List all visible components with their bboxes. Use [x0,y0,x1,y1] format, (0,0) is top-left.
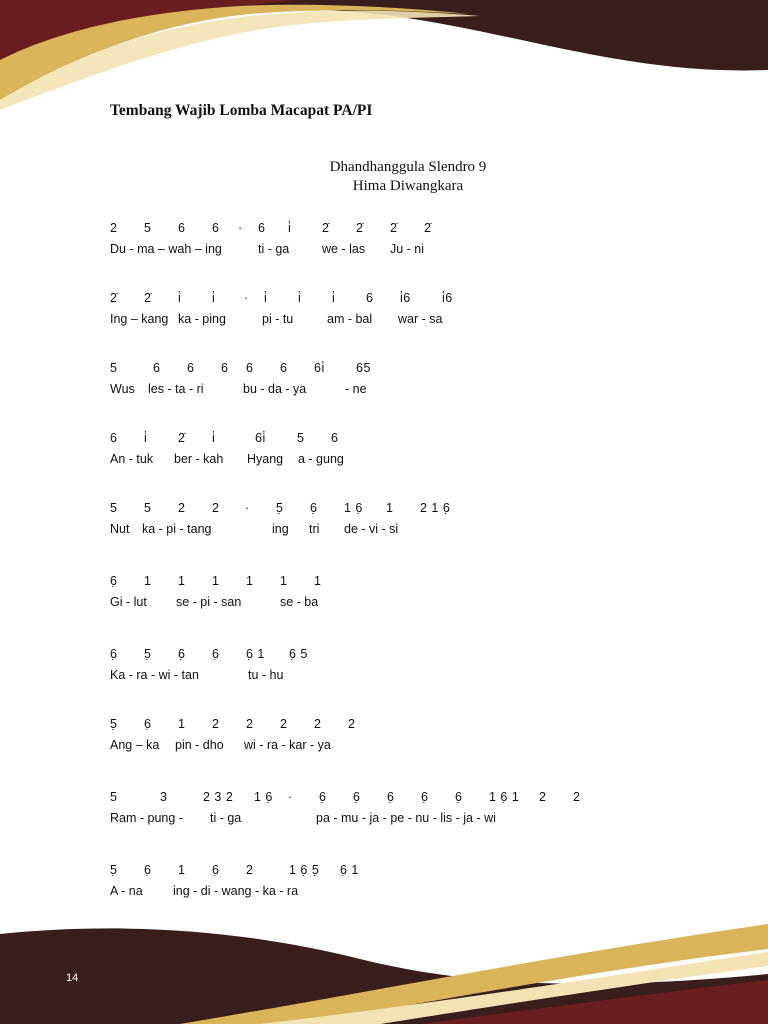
lyric: ti - ga [258,242,290,256]
note: 2 1 6̣ [420,501,451,515]
lyric: pa - mu - ja - pe - nu - lis - ja - wi [316,811,496,825]
page-number: 14 [66,972,79,984]
lyric: ing [272,522,289,536]
lyrics-row [0,311,768,329]
note: 6i̇ [314,361,325,375]
lyric: les - ta - ri [148,382,204,396]
note: i̇ [144,431,148,445]
note: 1 6̣ 1 [489,790,520,804]
lyrics-row [0,667,768,685]
lyric: ka - pi - tang [142,522,212,536]
note: 6 [187,361,195,375]
note: 2 [246,863,254,877]
note: i̇ [298,291,302,305]
note: 5̣ [110,863,118,877]
note: i̇ [332,291,336,305]
note: 2 [212,501,220,515]
note: 5 [110,501,118,515]
lyric: Ing – kang [110,312,169,326]
lyric: Nut [110,522,130,536]
note: 1 [178,574,186,588]
notation-row [0,789,768,807]
note: i̇ [178,291,182,305]
note: · [244,291,249,305]
lyric: ti - ga [210,811,242,825]
note: 2̇ [110,291,118,305]
lyric: A - na [110,884,143,898]
bottom-decorative-banner [0,914,768,1024]
song-subtitle: Hima Diwangkara [352,178,464,194]
note: 2 [110,221,118,235]
lyric: ka - ping [178,312,226,326]
lyric: se - ba [280,595,319,609]
note: i̇ [212,291,216,305]
lyric: wi - ra - kar - ya [244,738,331,752]
note: 6 [246,361,254,375]
note: 65 [356,361,371,375]
note: · [245,501,250,515]
note: 1 [144,574,152,588]
lyrics-row [0,883,768,901]
note: 1 6̣ [254,790,273,804]
note: 2 [212,717,220,731]
note: 6 [366,291,374,305]
lyric: An - tuk [110,452,154,466]
note: 1 6̣ [344,501,363,515]
note: 2 [348,717,356,731]
note: i̇6 [400,291,411,305]
notation-row [0,862,768,880]
note: 5 [110,790,118,804]
lyric: war - sa [398,312,443,326]
stanza-5 [0,500,768,540]
lyric: ber - kah [174,452,224,466]
stanza-1 [0,220,768,260]
note: 2̇ [390,221,398,235]
note: 2 [573,790,581,804]
note: 2 [280,717,288,731]
stanza-7 [0,646,768,686]
note: 2̇ [178,431,186,445]
song-title: Dhandhanggula Slendro 9 [329,159,487,175]
lyrics-row [0,241,768,259]
note: 6̣ [110,574,118,588]
song-heading [228,158,588,196]
note: i̇ [288,221,292,235]
note: 2 [178,501,186,515]
note: 1 [386,501,394,515]
note: 1 [178,863,186,877]
lyrics-row [0,451,768,469]
lyric: Gi - lut [110,595,147,609]
note: 6 [221,361,229,375]
note: 6 [280,361,288,375]
note: i̇6 [442,291,453,305]
note: 6̣ [455,790,463,804]
stanza-2 [0,290,768,330]
stanza-4 [0,430,768,470]
note: 1 [314,574,322,588]
note: 2 [246,717,254,731]
lyric: a - gung [298,452,344,466]
note: 5̣ [276,501,284,515]
note: 1 [246,574,254,588]
note: 5 [144,501,152,515]
lyric: am - bal [327,312,373,326]
lyric: - ne [345,382,367,396]
note: 6̣ [144,863,152,877]
note: 6 [258,221,266,235]
notation-row [0,500,768,518]
note: 6̣ [421,790,429,804]
lyric: Hyang [247,452,284,466]
lyrics-row [0,737,768,755]
note: 5 [297,431,305,445]
lyric: tu - hu [248,668,284,682]
notation-row [0,220,768,238]
note: i̇ [212,431,216,445]
note: 6̣ [212,647,220,661]
note: 6̣ [310,501,318,515]
note: 5̣ [144,647,152,661]
note: i̇ [264,291,268,305]
notation-row [0,360,768,378]
lyric: Ram - pung - [110,811,183,825]
lyric: bu - da - ya [243,382,307,396]
stanza-10 [0,862,768,902]
note: 2̇ [424,221,432,235]
note: 6̣ [144,717,152,731]
lyric: pi - tu [262,312,294,326]
notation-row [0,646,768,664]
note: 2 [314,717,322,731]
notation-row [0,430,768,448]
note: 2̇ [356,221,364,235]
lyrics-row [0,381,768,399]
note: 2 3 2 [203,790,234,804]
note: 2 [539,790,547,804]
stanza-8 [0,716,768,756]
lyric: Du - ma – wah – ing [110,242,222,256]
note: 5 [144,221,152,235]
lyric: Ka - ra - wi - tan [110,668,199,682]
note: 6 [153,361,161,375]
note: 1 [212,574,220,588]
lyric: Wus [110,382,135,396]
lyric: se - pi - san [176,595,242,609]
lyric: Ju - ni [390,242,425,256]
note: 6̣ 5 [289,647,308,661]
note: 6̣ [319,790,327,804]
note: 1 [178,717,186,731]
note: 6̣ 1 [246,647,265,661]
note: 6̣ [212,863,220,877]
note: 6̣ [387,790,395,804]
note: 6 [110,431,118,445]
stanza-6 [0,573,768,613]
note: 1 6̣ 5̣ [289,863,320,877]
lyric: we - las [322,242,366,256]
note: 1 [280,574,288,588]
note: 6̣ [353,790,361,804]
note: 6i̇ [255,431,266,445]
lyric: Ang – ka [110,738,160,752]
notation-row [0,290,768,308]
note: 6̣ [178,647,186,661]
note: 3 [160,790,168,804]
notation-row [0,716,768,734]
document-title: Tembang Wajib Lomba Macapat PA/PI [110,102,373,119]
note: 5 [110,361,118,375]
lyrics-row [0,810,768,828]
note: 6 [178,221,186,235]
notation-row [0,573,768,591]
note: 6 [331,431,339,445]
note: 2̇ [144,291,152,305]
stanza-9 [0,789,768,829]
note: · [238,221,243,235]
note: 6̣ [110,647,118,661]
lyric: tri [309,522,320,536]
lyric: de - vi - si [344,522,399,536]
note: 6 [212,221,220,235]
lyric: ing - di - wang - ka - ra [173,884,299,898]
note: 5̣ [110,717,118,731]
note: 2̇ [322,221,330,235]
lyrics-row [0,594,768,612]
lyric: pin - dho [175,738,224,752]
note: · [288,790,293,804]
note: 6̣ 1 [340,863,359,877]
stanza-3 [0,360,768,400]
lyrics-row [0,521,768,539]
